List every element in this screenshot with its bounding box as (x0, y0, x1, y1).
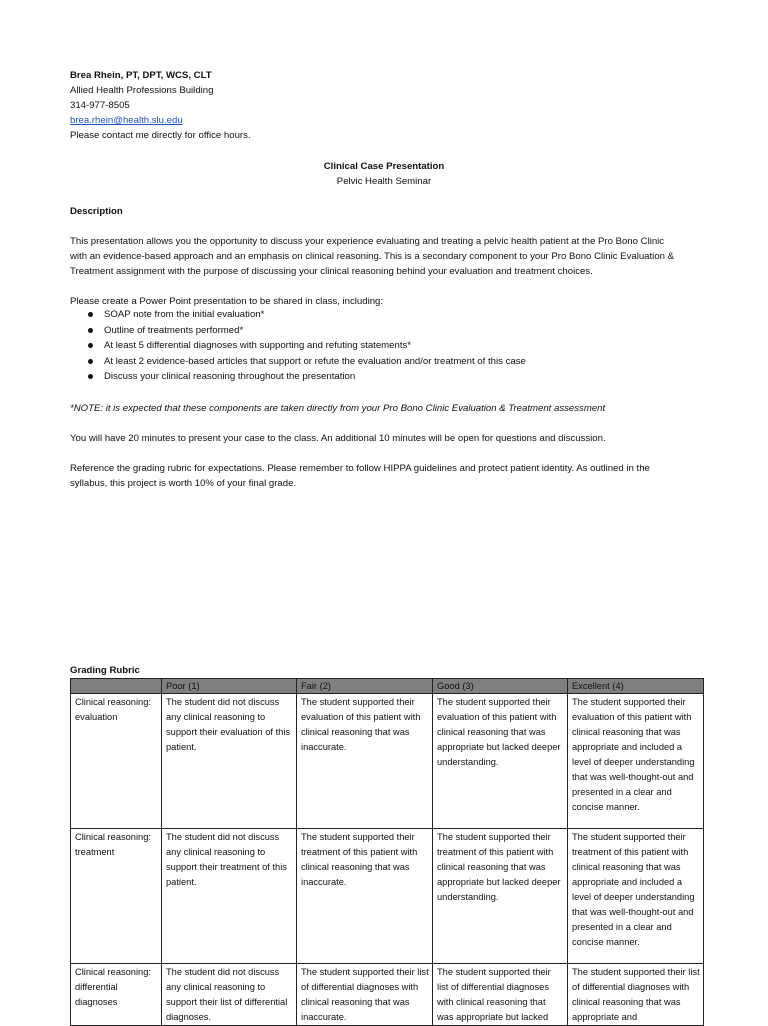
note-text: *NOTE: it is expected that these components are taken directly from your Pro Bono Clinic Evaluation & Treatment assessment (70, 403, 606, 414)
list-intro: Please create a Power Point presentation to be shared in class, including: (70, 296, 384, 307)
author-name: Brea Rhein, PT, DPT, WCS, CLT (70, 70, 212, 81)
table-row (71, 964, 704, 1026)
fair-cell: The student supported their list of differential diagnoses with clinical reasoning that was inaccurate. (297, 964, 433, 1026)
list-item: SOAP note from the initial evaluation* (88, 309, 526, 325)
description-paragraph-line-3: Treatment assignment with the purpose of discussing your clinical reasoning behind your evaluation and treatment choices. (70, 266, 593, 277)
excellent-cell: The student supported their treatment of this patient with clinical reasoning that was appropriate and included a level of deeper understanding that was well-thought-out and presented in a clear and concise manner. (568, 829, 704, 964)
bullet-icon (88, 312, 93, 317)
good-cell: The student supported their evaluation of this patient with clinical reasoning that was appropriate but lacked deeper understanding. (433, 694, 568, 829)
criterion-cell: Clinical reasoning: evaluation (71, 694, 162, 829)
column-header-excellent: Excellent (4) (568, 679, 704, 694)
poor-cell: The student did not discuss any clinical reasoning to support their list of differential diagnoses. (162, 964, 297, 1026)
column-header-poor: Poor (1) (162, 679, 297, 694)
office-hours-note: Please contact me directly for office hours. (70, 130, 251, 141)
author-phone: 314-977-8505 (70, 100, 130, 111)
column-header (71, 679, 162, 694)
rubric-reference-line-1: Reference the grading rubric for expectations. Please remember to follow HIPPA guidelines and protect patient identity. As outlined in the (70, 463, 650, 474)
list-item: At least 2 evidence-based articles that support or refute the evaluation and/or treatment of this case (88, 356, 526, 372)
bullet-icon (88, 343, 93, 348)
description-paragraph-line-1: This presentation allows you the opportunity to discuss your experience evaluating and treating a pelvic health patient at the Pro Bono Clinic (70, 236, 665, 247)
poor-cell: The student did not discuss any clinical reasoning to support their treatment of this patient. (162, 829, 297, 964)
document-title: Clinical Case Presentation (323, 161, 445, 172)
time-limit-text: You will have 20 minutes to present your case to the class. An additional 10 minutes will be open for questions and discussion. (70, 433, 606, 444)
list-item: Outline of treatments performed* (88, 325, 526, 341)
rubric-reference-line-2: syllabus, this project is worth 10% of your final grade. (70, 478, 297, 489)
fair-cell: The student supported their treatment of this patient with clinical reasoning that was inaccurate. (297, 829, 433, 964)
bullet-icon (88, 359, 93, 364)
good-cell: The student supported their treatment of this patient with clinical reasoning that was appropriate but lacked deeper understanding. (433, 829, 568, 964)
table-row (71, 694, 704, 829)
good-cell: The student supported their list of differential diagnoses with clinical reasoning that was appropriate but lacked (433, 964, 568, 1026)
rubric-heading: Grading Rubric (70, 665, 140, 676)
table-row (71, 829, 704, 964)
fair-cell: The student supported their evaluation of this patient with clinical reasoning that was inaccurate. (297, 694, 433, 829)
criterion-cell: Clinical reasoning: treatment (71, 829, 162, 964)
author-email-link[interactable]: brea.rhein@health.slu.edu (70, 115, 183, 126)
grading-rubric-table (70, 678, 704, 1026)
excellent-cell: The student supported their evaluation of this patient with clinical reasoning that was appropriate and included a level of deeper understanding that was well-thought-out and presented in a clear and concise manner. (568, 694, 704, 829)
bullet-icon (88, 328, 93, 333)
bullet-icon (88, 374, 93, 379)
list-item: At least 5 differential diagnoses with supporting and refuting statements* (88, 340, 526, 356)
table-header-row (71, 679, 704, 694)
excellent-cell: The student supported their list of differential diagnoses with clinical reasoning that was appropriate and (568, 964, 704, 1026)
document-subtitle: Pelvic Health Seminar (336, 176, 432, 187)
poor-cell: The student did not discuss any clinical reasoning to support their evaluation of this patient. (162, 694, 297, 829)
description-paragraph-line-2: with an evidence-based approach and an emphasis on clinical reasoning. This is a secondary component to your Pro Bono Clinic Evaluation & (70, 251, 675, 262)
requirements-list (88, 309, 526, 387)
author-building: Allied Health Professions Building (70, 85, 214, 96)
criterion-cell: Clinical reasoning: differential diagnoses (71, 964, 162, 1026)
column-header-good: Good (3) (433, 679, 568, 694)
description-heading: Description (70, 206, 123, 217)
column-header-fair: Fair (2) (297, 679, 433, 694)
list-item: Discuss your clinical reasoning throughout the presentation (88, 371, 526, 387)
